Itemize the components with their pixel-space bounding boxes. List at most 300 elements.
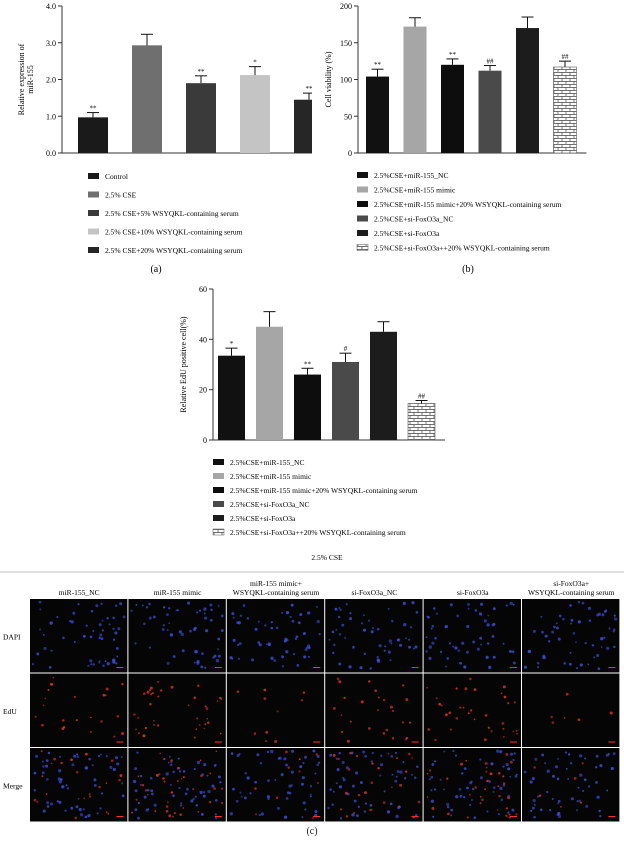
nucleus-dot [163, 624, 165, 626]
y-axis-label-group [17, 43, 35, 115]
edu-dot [485, 762, 488, 765]
nucleus-dot [384, 790, 386, 792]
nucleus-dot [471, 799, 473, 801]
nucleus-dot [468, 608, 470, 610]
nucleus-dot [440, 651, 442, 653]
nucleus-dot [169, 756, 171, 758]
nucleus-dot [153, 616, 156, 619]
legend-label: 2.5% CSE [105, 190, 137, 200]
nucleus-dot [194, 627, 197, 630]
legend-label: 2.5%CSE+si-FoxO3a++20% WSYQKL-containing serum [374, 243, 550, 253]
bar-chart-a [0, 0, 312, 285]
edu-dot [204, 723, 206, 725]
edu-dot [142, 734, 145, 737]
nucleus-dot [218, 775, 221, 778]
nucleus-dot [436, 612, 438, 614]
edu-dot [133, 713, 135, 715]
edu-dot [505, 753, 508, 756]
nucleus-dot [90, 663, 92, 665]
legend-swatch [213, 459, 224, 465]
nucleus-dot [595, 766, 597, 768]
nucleus-dot [142, 605, 144, 607]
nucleus-dot [545, 635, 548, 638]
edu-dot [377, 709, 379, 711]
legend-label: 2.5%CSE+si-FoxO3a_NC [230, 500, 310, 509]
edu-dot [41, 724, 44, 727]
nucleus-dot [231, 612, 234, 615]
nucleus-dot [532, 799, 535, 802]
edu-dot [192, 788, 194, 790]
nucleus-dot [258, 621, 260, 623]
edu-dot [153, 724, 155, 726]
nucleus-dot [42, 760, 44, 762]
edu-dot [507, 796, 510, 799]
edu-dot [486, 780, 489, 783]
nucleus-dot [299, 765, 302, 768]
nucleus-dot [333, 644, 335, 646]
edu-dot [390, 706, 393, 709]
nucleus-dot [606, 647, 609, 650]
nucleus-dot [569, 663, 572, 666]
legend-swatch [213, 515, 224, 521]
edu-dot [70, 758, 73, 761]
edu-dot [409, 722, 411, 724]
nucleus-dot [339, 633, 342, 636]
nucleus-dot [461, 772, 463, 774]
nucleus-dot [76, 753, 78, 755]
y-axis-label: Cell viability (%) [324, 51, 333, 108]
y-tick-label: 2.0 [46, 75, 56, 85]
nucleus-dot [440, 779, 442, 781]
nucleus-dot [62, 636, 65, 639]
nucleus-dot [217, 638, 220, 641]
nucleus-dot [552, 775, 555, 778]
nucleus-dot [83, 635, 86, 638]
bar [516, 28, 539, 153]
edu-dot [317, 782, 319, 784]
nucleus-dot [266, 643, 268, 645]
nucleus-dot [106, 617, 108, 619]
nucleus-dot [107, 662, 110, 665]
nucleus-dot [533, 816, 536, 819]
edu-dot [361, 700, 364, 703]
nucleus-dot [431, 642, 434, 645]
nucleus-dot [502, 765, 504, 767]
nucleus-dot [340, 817, 342, 819]
nucleus-dot [390, 803, 393, 806]
edu-dot [368, 727, 371, 730]
legend-label: Control [105, 172, 128, 181]
bar [441, 65, 464, 153]
edu-dot [194, 736, 196, 738]
nucleus-dot [387, 810, 390, 813]
micrograph-tile [30, 674, 127, 748]
bar [132, 45, 162, 153]
edu-dot [197, 685, 199, 687]
nucleus-dot [427, 616, 430, 619]
nucleus-dot [533, 630, 536, 633]
edu-dot [358, 794, 360, 796]
edu-dot [160, 689, 162, 691]
nucleus-dot [562, 618, 565, 621]
edu-dot [539, 794, 542, 797]
edu-dot [111, 759, 114, 762]
significance-label: ** [449, 50, 456, 59]
nucleus-dot [264, 624, 266, 626]
bar [366, 77, 389, 153]
nucleus-dot [207, 790, 210, 793]
nucleus-dot [466, 625, 469, 628]
edu-dot [206, 718, 208, 720]
nucleus-dot [179, 770, 181, 772]
edu-dot [455, 717, 458, 720]
nucleus-dot [256, 753, 259, 756]
nucleus-dot [67, 787, 69, 789]
nucleus-dot [96, 812, 98, 814]
nucleus-dot [32, 663, 34, 665]
nucleus-dot [304, 808, 306, 810]
nucleus-dot [210, 609, 212, 611]
edu-dot [53, 758, 56, 761]
nucleus-dot [36, 652, 39, 655]
edu-dot [497, 809, 499, 811]
nucleus-dot [115, 605, 117, 607]
edu-dot [131, 812, 133, 814]
y-tick-label: 200 [340, 2, 352, 11]
edu-dot [345, 792, 348, 795]
legend-swatch [213, 487, 224, 493]
edu-dot [368, 680, 370, 682]
nucleus-dot [454, 646, 457, 649]
nucleus-dot [537, 662, 539, 664]
nucleus-dot [271, 621, 273, 623]
nucleus-dot [429, 645, 432, 648]
edu-dot [46, 793, 48, 795]
nucleus-dot [291, 771, 294, 774]
nucleus-dot [492, 635, 495, 638]
bar [78, 117, 108, 153]
nucleus-dot [268, 642, 271, 645]
nucleus-dot [466, 787, 469, 790]
edu-dot [405, 698, 408, 701]
bar [404, 27, 427, 153]
nucleus-dot [611, 767, 614, 770]
y-tick-label: 3.0 [46, 38, 56, 48]
edu-dot [514, 701, 516, 703]
nucleus-dot [395, 815, 398, 818]
nucleus-dot [499, 787, 502, 790]
edu-dot [484, 788, 486, 790]
edu-dot [35, 716, 37, 718]
nucleus-dot [136, 751, 138, 753]
nucleus-dot [593, 656, 595, 658]
edu-dot [456, 687, 458, 689]
edu-dot [486, 767, 488, 769]
row-label: EdU [3, 706, 17, 716]
nucleus-dot [296, 664, 299, 667]
nucleus-dot [166, 613, 169, 616]
nucleus-dot [354, 800, 357, 803]
nucleus-dot [547, 770, 550, 773]
nucleus-dot [267, 751, 269, 753]
nucleus-dot [270, 657, 273, 660]
nucleus-dot [570, 652, 572, 654]
edu-dot [171, 686, 174, 689]
legend-swatch [88, 173, 99, 179]
nucleus-dot [197, 761, 200, 764]
edu-dot [418, 801, 421, 804]
edu-dot [135, 728, 137, 730]
nucleus-dot [327, 807, 329, 809]
nucleus-dot [59, 780, 62, 783]
nucleus-dot [369, 667, 372, 670]
edu-dot [220, 733, 222, 735]
edu-dot [504, 696, 507, 699]
micrograph-tile [227, 748, 324, 822]
nucleus-dot [200, 665, 203, 668]
edu-dot [43, 704, 45, 706]
nucleus-dot [570, 623, 572, 625]
edu-dot [61, 727, 64, 730]
nucleus-dot [569, 605, 571, 607]
nucleus-dot [429, 778, 431, 780]
nucleus-dot [363, 629, 366, 632]
column-header: si-FoxO3a [456, 588, 489, 597]
edu-dot [447, 812, 450, 815]
nucleus-dot [488, 615, 490, 617]
nucleus-dot [395, 752, 397, 754]
nucleus-dot [343, 778, 346, 781]
edu-dot [343, 697, 345, 699]
nucleus-dot [613, 630, 615, 632]
nucleus-dot [39, 601, 42, 604]
nucleus-dot [397, 638, 400, 641]
edu-dot [431, 807, 434, 810]
nucleus-dot [589, 620, 591, 622]
edu-dot [150, 687, 153, 690]
nucleus-dot [563, 662, 566, 665]
nucleus-dot [415, 814, 417, 816]
nucleus-dot [329, 754, 332, 757]
nucleus-dot [510, 753, 513, 756]
edu-dot [341, 714, 343, 716]
nucleus-dot [445, 666, 447, 668]
nucleus-dot [232, 788, 235, 791]
nucleus-dot [134, 808, 137, 811]
nucleus-dot [414, 645, 417, 648]
panel-label-c: (c) [306, 826, 318, 837]
nucleus-dot [544, 762, 546, 764]
edu-dot [485, 771, 487, 773]
edu-dot [467, 816, 469, 818]
edu-dot [578, 718, 581, 721]
bar [256, 327, 283, 440]
edu-dot [116, 715, 119, 718]
nucleus-dot [57, 800, 59, 802]
nucleus-dot [456, 615, 459, 618]
nucleus-dot [479, 758, 481, 760]
micrograph-tile [424, 599, 521, 673]
group-label: 2.5% CSE [311, 553, 343, 562]
nucleus-dot [49, 621, 52, 624]
nucleus-dot [501, 799, 503, 801]
y-axis-label: Relative EdU positive cell(%) [179, 316, 188, 413]
edu-dot [503, 782, 505, 784]
significance-label: ## [561, 53, 569, 62]
nucleus-dot [194, 662, 196, 664]
nucleus-dot [416, 765, 419, 768]
nucleus-dot [58, 769, 61, 772]
edu-dot [168, 814, 171, 817]
nucleus-dot [209, 603, 212, 606]
nucleus-dot [283, 757, 286, 760]
nucleus-dot [154, 804, 157, 807]
y-axis-label-line-1: Relative expression of [17, 43, 26, 116]
y-tick-label: 0 [348, 149, 352, 158]
nucleus-dot [281, 655, 284, 658]
edu-dot [490, 730, 492, 732]
edu-dot [143, 692, 146, 695]
nucleus-dot [372, 752, 374, 754]
nucleus-dot [314, 773, 316, 775]
nucleus-dot [512, 759, 514, 761]
edu-dot [448, 711, 451, 714]
nucleus-dot [204, 617, 207, 620]
edu-dot [402, 721, 404, 723]
y-tick-label: 60 [199, 285, 207, 294]
column-header: WSYQKL-containing serum [232, 588, 320, 597]
nucleus-dot [170, 764, 172, 766]
nucleus-dot [405, 637, 407, 639]
nucleus-dot [507, 811, 509, 813]
nucleus-dot [255, 628, 258, 631]
nucleus-dot [113, 628, 115, 630]
nucleus-dot [484, 619, 487, 622]
nucleus-dot [413, 648, 415, 650]
nucleus-dot [576, 809, 578, 811]
nucleus-dot [600, 637, 603, 640]
nucleus-dot [472, 641, 475, 644]
edu-microscopy-panel [0, 552, 624, 842]
edu-dot [303, 691, 305, 693]
nucleus-dot [39, 628, 41, 630]
nucleus-dot [240, 614, 242, 616]
y-tick-label: 100 [340, 75, 352, 85]
edu-dot [145, 727, 147, 729]
nucleus-dot [147, 808, 149, 810]
nucleus-dot [182, 649, 185, 652]
edu-dot [301, 699, 303, 701]
nucleus-dot [432, 763, 435, 766]
nucleus-dot [492, 791, 494, 793]
nucleus-dot [377, 628, 380, 631]
edu-dot [374, 689, 377, 692]
nucleus-dot [73, 755, 76, 758]
edu-dot [34, 799, 37, 802]
significance-label: ** [304, 360, 311, 369]
nucleus-dot [178, 758, 180, 760]
nucleus-dot [614, 617, 617, 620]
micrograph-tile [424, 748, 521, 822]
bar [218, 356, 245, 440]
nucleus-dot [186, 788, 189, 791]
bar [186, 83, 216, 153]
nucleus-dot [90, 636, 93, 639]
nucleus-dot [117, 627, 120, 630]
nucleus-dot [267, 779, 270, 782]
nucleus-dot [606, 789, 608, 791]
bar [332, 362, 359, 440]
nucleus-dot [99, 623, 102, 626]
nucleus-dot [329, 788, 332, 791]
nucleus-dot [567, 778, 569, 780]
nucleus-dot [486, 623, 489, 626]
nucleus-dot [301, 816, 303, 818]
nucleus-dot [113, 639, 115, 641]
nucleus-dot [310, 785, 312, 787]
nucleus-dot [316, 763, 319, 766]
legend-swatch [88, 210, 99, 216]
nucleus-dot [450, 603, 453, 606]
edu-dot [427, 728, 430, 731]
edu-dot [340, 808, 342, 810]
nucleus-dot [339, 785, 342, 788]
edu-dot [396, 757, 398, 759]
nucleus-dot [167, 629, 169, 631]
nucleus-dot [249, 792, 251, 794]
nucleus-dot [149, 646, 151, 648]
edu-dot [274, 740, 277, 743]
nucleus-dot [557, 802, 559, 804]
nucleus-dot [487, 642, 489, 644]
nucleus-dot [516, 774, 518, 776]
nucleus-dot [431, 625, 434, 628]
nucleus-dot [466, 651, 469, 654]
nucleus-dot [378, 644, 381, 647]
nucleus-dot [532, 807, 535, 810]
nucleus-dot [121, 782, 123, 784]
legend-label: 2.5% CSE+10% WSYQKL-containing serum [105, 227, 243, 237]
nucleus-dot [204, 667, 206, 669]
edu-dot [560, 806, 562, 808]
edu-dot [157, 724, 159, 726]
nucleus-dot [99, 634, 102, 637]
nucleus-dot [147, 789, 150, 792]
nucleus-dot [360, 781, 363, 784]
nucleus-dot [115, 756, 118, 759]
legend-swatch [88, 247, 99, 253]
nucleus-dot [310, 795, 312, 797]
row-label: DAPI [3, 632, 21, 642]
nucleus-dot [80, 813, 83, 816]
nucleus-dot [463, 665, 466, 668]
nucleus-dot [486, 811, 488, 813]
edu-dot [60, 762, 62, 764]
nucleus-dot [301, 783, 304, 786]
nucleus-dot [430, 776, 433, 779]
nucleus-dot [472, 788, 474, 790]
nucleus-dot [102, 620, 104, 622]
nucleus-dot [399, 644, 402, 647]
nucleus-dot [215, 799, 218, 802]
nucleus-dot [592, 644, 594, 646]
nucleus-dot [180, 804, 182, 806]
nucleus-dot [238, 658, 240, 660]
nucleus-dot [480, 603, 483, 606]
legend-label: 2.5%CSE+si-FoxO3a [374, 229, 440, 238]
nucleus-dot [101, 637, 104, 640]
edu-dot [498, 795, 500, 797]
